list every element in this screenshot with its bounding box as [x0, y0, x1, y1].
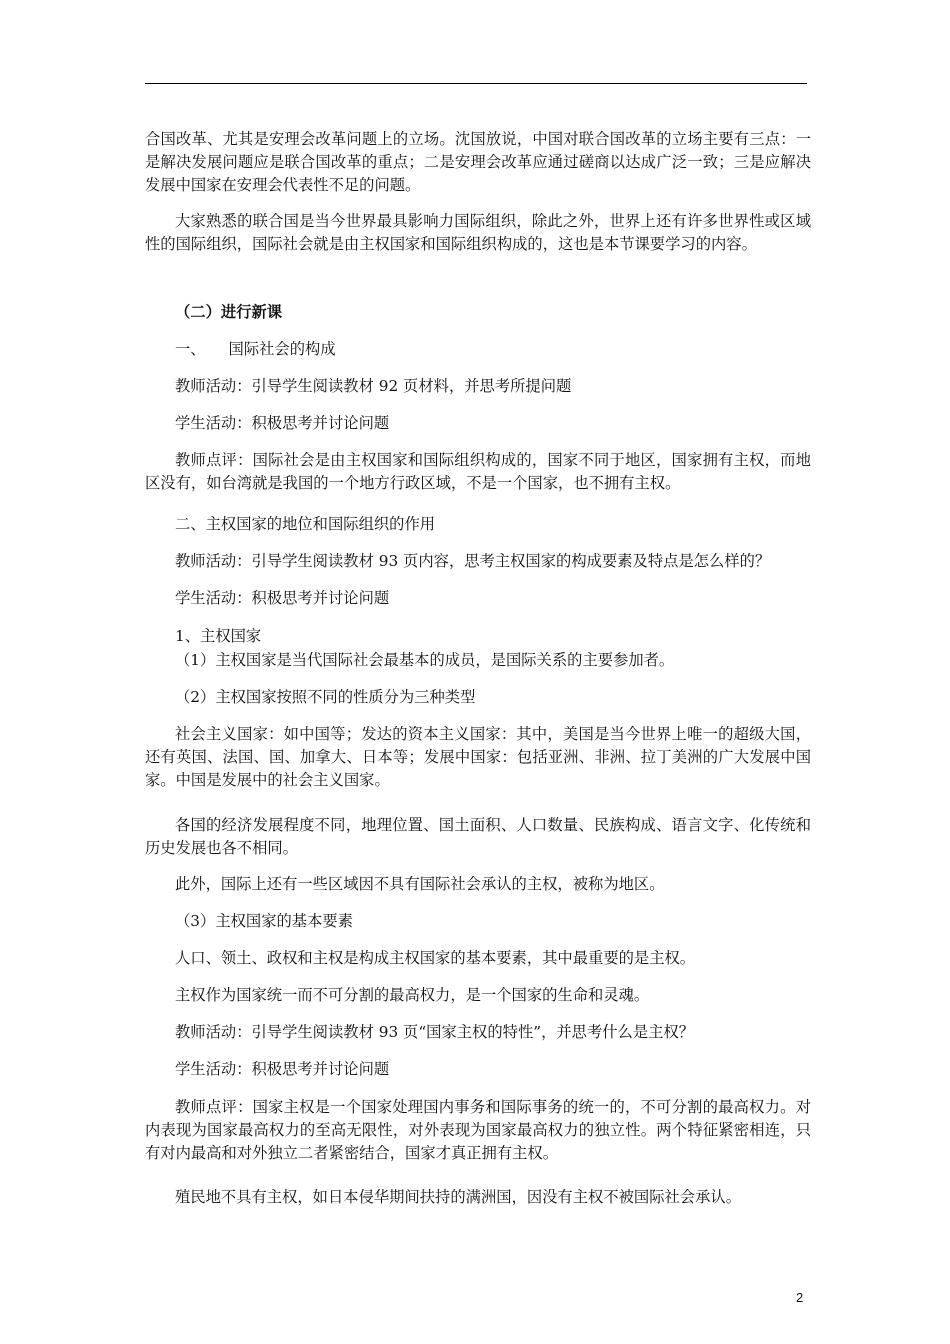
paragraph-teacher-comment-sovereignty: 教师点评：国家主权是一个国家处理国内事务和国际事务的统一的，不可分割的最高权力。对内表现为国家最高权力的至高无限性，对外表现为国家最高权力的独立性。两个特征紧密相连，只有对内最高和对外独立二者紧密结合，国家才真正拥有主权。 — [145, 1098, 811, 1162]
paragraph-basic-elements: 人口、领土、政权和主权是构成主权国家的基本要素，其中最重要的是主权。 — [175, 949, 696, 967]
paragraph-intro-international-organizations: 大家熟悉的联合国是当今世界最具影响力国际组织，除此之外，世界上还有许多世界性或区域性的国际组织，国际社会就是由主权国家和国际组织构成的，这也是本节课要学习的内容。 — [145, 212, 811, 253]
paragraph-sovereignty-soul: 主权作为国家统一而不可分割的最高权力，是一个国家的生命和灵魂。 — [175, 986, 650, 1004]
point-1-basic-member: （1）主权国家是当代国际社会最基本的成员，是国际关系的主要参加者。 — [175, 651, 675, 669]
paragraph-student-activity-2: 学生活动：积极思考并讨论问题 — [175, 589, 390, 607]
paragraph-country-differences: 各国的经济发展程度不同，地理位置、国土面积、人口数量、民族构成、语言文字、化传统和历史发展也各不相同。 — [145, 816, 811, 857]
point-3-basic-elements: （3）主权国家的基本要素 — [175, 912, 353, 930]
section-heading-new-lesson: （二）进行新课 — [175, 303, 283, 321]
subheading-sovereign-state: 1、主权国家 — [175, 627, 262, 645]
subheading-sovereign-states-and-organizations: 二、主权国家的地位和国际组织的作用 — [175, 515, 436, 533]
paragraph-teacher-activity-3: 教师活动：引导学生阅读教材 93 页“国家主权的特性”，并思考什么是主权？ — [175, 1023, 695, 1041]
paragraph-teacher-activity-2: 教师活动：引导学生阅读教材 93 页内容，思考主权国家的构成要素及特点是怎么样的？ — [175, 552, 771, 570]
paragraph-country-types: 社会主义国家：如中国等；发达的资本主义国家：其中，美国是当今世界上唯一的超级大国，还有英国、法国、国、加拿大、日本等；发展中国家：包括亚洲、非洲、拉丁美洲的广大发展中国家。中国是发展中的社会主义国家。 — [145, 725, 811, 789]
paragraph-teacher-activity-1: 教师活动：引导学生阅读教材 92 页材料，并思考所提问题 — [175, 377, 572, 395]
paragraph-un-reform-position: 合国改革、尤其是安理会改革问题上的立场。沈国放说，中国对联合国改革的立场主要有三点：一是解决发展问题应是联合国改革的重点；二是安理会改革应通过磋商以达成广泛一致；三是应解决发展中国家在安理会代表性不足的问题。 — [145, 130, 811, 194]
page-number: 2 — [796, 1290, 804, 1305]
paragraph-student-activity-1: 学生活动：积极思考并讨论问题 — [175, 414, 390, 432]
paragraph-teacher-comment-1: 教师点评：国际社会是由主权国家和国际组织构成的，国家不同于地区，国家拥有主权，而地区没有，如台湾就是我国的一个地方行政区域，不是一个国家，也不拥有主权。 — [145, 451, 811, 492]
paragraph-colony-example: 殖民地不具有主权，如日本侵华期间扶持的满洲国，因没有主权不被国际社会承认。 — [175, 1188, 741, 1206]
paragraph-regions: 此外，国际上还有一些区域因不具有国际社会承认的主权，被称为地区。 — [175, 875, 665, 893]
subheading-composition-of-international-society: 一、 国际社会的构成 — [175, 340, 336, 358]
paragraph-student-activity-3: 学生活动：积极思考并讨论问题 — [175, 1060, 390, 1078]
point-2-three-types: （2）主权国家按照不同的性质分为三种类型 — [175, 688, 476, 706]
header-rule — [145, 83, 807, 84]
